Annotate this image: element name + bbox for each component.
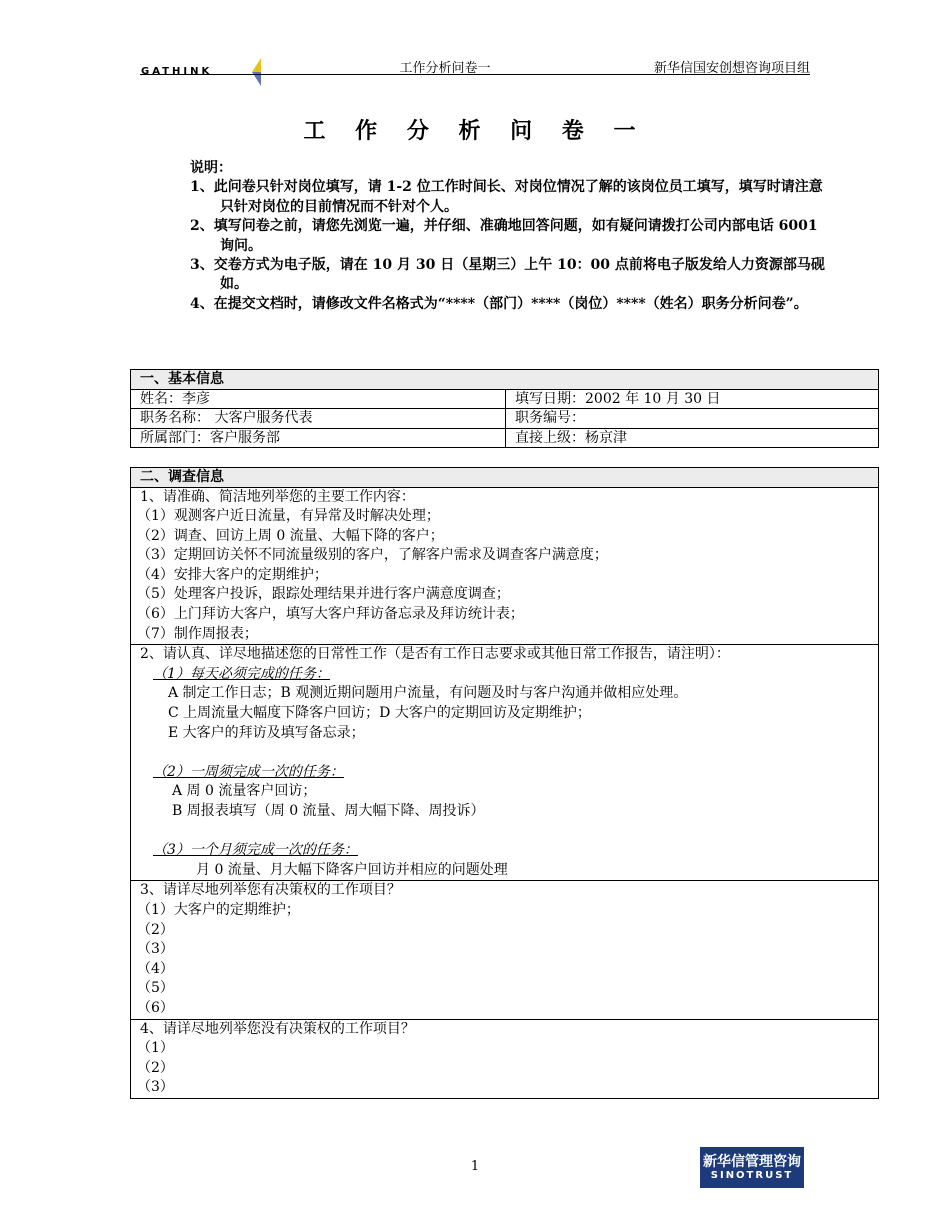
question-text: 3、请详尽地列举您有决策权的工作项目？ [140,882,401,899]
weekly-tasks-heading: （2）一周须完成一次的任务： [153,763,344,780]
header-doc-title: 工作分析问卷一 [399,61,491,76]
logo-text: GATHINK [141,66,213,77]
list-item: （5）处理客户投诉，跟踪处理结果并进行客户满意度调查； [137,586,510,603]
list-item: （4）安排大客户的定期维护； [137,566,328,583]
list-item: （1）观测客户近日流量，有异常及时解决处理； [137,508,440,525]
list-item: A 周 0 流量客户回访； [172,783,317,800]
list-item: （2）调查、回访上周 0 流量、大幅下降的客户； [137,527,444,544]
basic-info-heading: 一、基本信息 [131,370,879,390]
instructions-heading: 说明： [190,160,232,176]
monthly-tasks-heading: （3）一个月须完成一次的任务： [153,842,358,859]
question-text: 2、请认真、详尽地描述您的日常性工作（是否有工作日志要求或其他日常工作报告，请注明）： [140,646,730,663]
list-item: （6）上门拜访大客户，填写大客户拜访备忘录及拜访统计表； [137,606,524,623]
sinotrust-logo-cn: 新华信管理咨询 [703,1154,801,1170]
list-item: （2） [137,921,174,938]
list-item: （3） [137,941,174,958]
question-1 [131,487,879,645]
name-field: 姓名：李彦 [131,389,506,409]
sinotrust-logo-en: SINOTRUST [710,1170,794,1181]
list-item: （3） [137,1079,174,1096]
list-item: E 大客户的拜访及填写备忘录； [168,724,365,741]
instruction-item: 4、在提交文档时，请修改文件名格式为“****（部门）****（岗位）****（姓名）职务分析问卷”。 [190,295,808,312]
header-project-group: 新华信国安创想咨询项目组 [653,61,810,76]
survey-heading: 二、调查信息 [131,468,879,488]
header-rule [140,74,810,75]
page-number: 1 [470,1159,480,1174]
list-item: （4） [137,960,174,977]
instructions [190,159,830,314]
list-item: （7）制作周报表； [137,625,258,642]
basic-info-table [130,369,879,448]
list-item: 月 0 流量、月大幅下降客户回访并相应的问题处理 [196,861,508,878]
list-item: （2） [137,1059,174,1076]
list-item: （1） [137,1040,174,1057]
job-title-field: 职务名称： 大客户服务代表 [131,409,506,429]
fill-date-field: 填写日期：2002 年 10 月 30 日 [506,389,879,409]
survey-table [130,467,879,1099]
list-item: B 周报表填写（周 0 流量、周大幅下降、周投诉） [172,803,485,819]
list-item: （1）大客户的定期维护； [137,901,300,918]
list-item: （6） [137,999,174,1016]
supervisor-field: 直接上级：杨京津 [506,428,879,448]
daily-tasks-heading: （1）每天必须完成的任务： [153,665,330,682]
question-3 [131,881,879,1019]
list-item: （3）定期回访关怀不同流量级别的客户，了解客户需求及调查客户满意度； [137,547,608,564]
question-4 [131,1019,879,1098]
list-item: （5） [137,980,174,997]
question-text: 1、请准确、简洁地列举您的主要工作内容： [140,488,415,505]
list-item: C 上周流量大幅度下降客户回访；D 大客户的定期回访及定期维护； [168,705,591,722]
question-text: 4、请详尽地列举您没有决策权的工作项目？ [140,1020,415,1037]
list-item: A 制定工作日志；B 观测近期问题用户流量，有问题及时与客户沟通并做相应处理。 [168,685,688,702]
instruction-item: 3、交卷方式为电子版，请在 10 月 30 日（星期三）上午 10：00 点前将电子版发给人力资源部马砚如。 [190,257,825,293]
instruction-item: 1、此问卷只针对岗位填写，请 1-2 位工作时间长、对岗位情况了解的该岗位员工填写，填写时请注意只针对岗位的目前情况而不针对个人。 [190,179,823,215]
job-number-field: 职务编号： [506,409,879,429]
page-title: 工 作 分 析 问 卷 一 [303,118,647,144]
question-2 [131,645,879,881]
department-field: 所属部门：客户服务部 [131,428,506,448]
instruction-item: 2、填写问卷之前，请您先浏览一遍，并仔细、准确地回答问题，如有疑问请拨打公司内部电话 6001 询问。 [190,218,818,254]
